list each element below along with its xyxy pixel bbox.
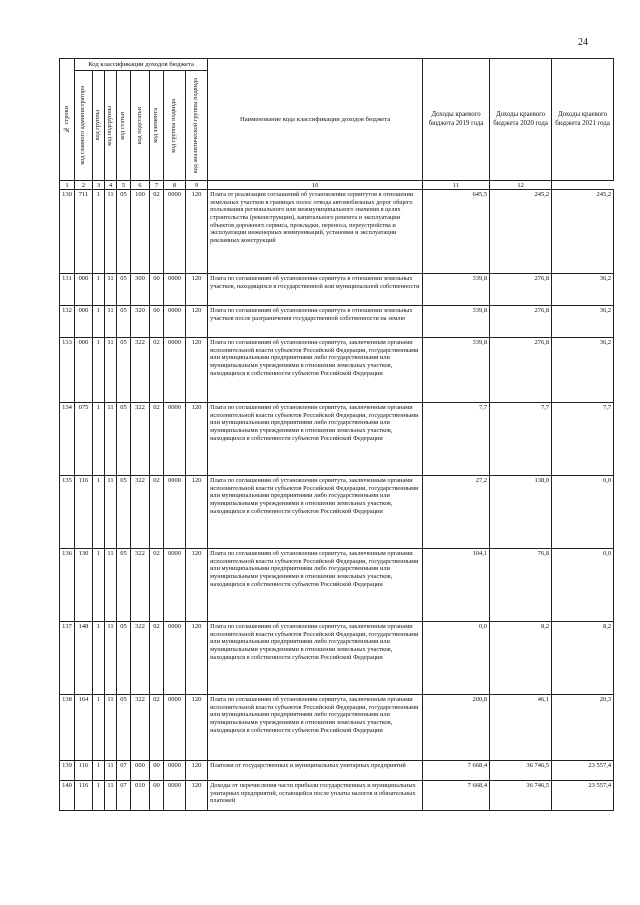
value-2021: 36,2 <box>552 306 614 338</box>
value-2019: 7,7 <box>423 403 490 476</box>
code-cell: 322 <box>131 695 150 761</box>
row-number: 140 <box>60 781 75 811</box>
table-row <box>60 549 614 622</box>
code-cell: 100 <box>131 190 150 274</box>
code-cell: 711 <box>75 190 93 274</box>
code-cell: 075 <box>75 403 93 476</box>
code-cell: 00 <box>150 761 164 781</box>
value-2021: 23 557,4 <box>552 761 614 781</box>
header-code-col: код статьи <box>117 71 131 181</box>
code-cell: 1 <box>93 190 105 274</box>
description-cell: Платежи от государственных и муниципальных унитарных предприятий <box>208 761 423 781</box>
code-cell: 05 <box>117 338 131 403</box>
description-cell: Плата по соглашениям об установлении сервитута в отношении земельных участков, находящихся в государственной или муниципальной собственности <box>208 274 423 306</box>
row-number: 134 <box>60 403 75 476</box>
code-cell: 120 <box>186 622 208 695</box>
header-code-col: код главного администратора <box>75 71 93 181</box>
code-cell: 120 <box>186 695 208 761</box>
code-cell: 0000 <box>164 781 186 811</box>
value-2019: 0,0 <box>423 622 490 695</box>
column-number: 4 <box>105 181 117 190</box>
column-number: 3 <box>93 181 105 190</box>
header-year-2020: Доходы краевого бюджета 2020 года <box>490 59 552 181</box>
code-cell: 11 <box>105 338 117 403</box>
code-cell: 11 <box>105 306 117 338</box>
code-cell: 11 <box>105 403 117 476</box>
code-cell: 11 <box>105 476 117 549</box>
table-row <box>60 403 614 476</box>
value-2020: 36 746,5 <box>490 781 552 811</box>
code-cell: 120 <box>186 274 208 306</box>
value-2021: 36,2 <box>552 274 614 306</box>
code-cell: 05 <box>117 549 131 622</box>
code-cell: 1 <box>93 549 105 622</box>
page-number: 24 <box>578 37 588 48</box>
row-number: 133 <box>60 338 75 403</box>
column-number: 5 <box>117 181 131 190</box>
code-cell: 0000 <box>164 695 186 761</box>
column-number: 11 <box>423 181 490 190</box>
code-cell: 0000 <box>164 761 186 781</box>
code-cell: 1 <box>93 306 105 338</box>
value-2019: 200,8 <box>423 695 490 761</box>
code-cell: 11 <box>105 274 117 306</box>
code-cell: 0000 <box>164 622 186 695</box>
code-cell: 120 <box>186 306 208 338</box>
code-cell: 130 <box>75 549 93 622</box>
code-cell: 000 <box>75 274 93 306</box>
column-number: 9 <box>186 181 208 190</box>
column-number: 8 <box>164 181 186 190</box>
row-number: 138 <box>60 695 75 761</box>
value-2019: 339,8 <box>423 338 490 403</box>
code-cell: 1 <box>93 761 105 781</box>
row-number: 139 <box>60 761 75 781</box>
value-2020: 36 746,5 <box>490 761 552 781</box>
value-2019: 7 668,4 <box>423 781 490 811</box>
value-2020: 138,0 <box>490 476 552 549</box>
description-cell: Плата по соглашениям об установлении сервитута, заключенным органами исполнительной власти субъектов Российской Федерации, государственными или муниципальными предприятиями либо государственными или муниципальными учреждениями в отношении земельных участков, находящихся в собственности субъектов Российской Федерации <box>208 338 423 403</box>
value-2021: 20,3 <box>552 695 614 761</box>
code-cell: 322 <box>131 549 150 622</box>
description-cell: Плата по соглашениям об установлении сервитута, заключенным органами исполнительной власти субъектов Российской Федерации, государственными или муниципальными предприятиями либо государственными или муниципальными учреждениями в отношении земельных участков, находящихся в собственности субъектов Российской Федерации <box>208 549 423 622</box>
code-cell: 00 <box>150 781 164 811</box>
row-number: 135 <box>60 476 75 549</box>
code-cell: 322 <box>131 403 150 476</box>
value-2021: 8,2 <box>552 622 614 695</box>
code-cell: 0000 <box>164 403 186 476</box>
column-number: 2 <box>75 181 93 190</box>
code-cell: 0000 <box>164 338 186 403</box>
code-cell: 0000 <box>164 476 186 549</box>
code-cell: 05 <box>117 695 131 761</box>
value-2020: 7,7 <box>490 403 552 476</box>
row-number: 136 <box>60 549 75 622</box>
code-cell: 322 <box>131 622 150 695</box>
column-number: 10 <box>208 181 423 190</box>
code-cell: 300 <box>131 274 150 306</box>
table-row <box>60 761 614 781</box>
value-2021: 0,0 <box>552 476 614 549</box>
value-2019: 645,5 <box>423 190 490 274</box>
code-cell: 0000 <box>164 190 186 274</box>
code-cell: 07 <box>117 761 131 781</box>
code-cell: 02 <box>150 190 164 274</box>
code-cell: 000 <box>75 338 93 403</box>
header-code-group: Код классификации доходов бюджета <box>75 59 208 71</box>
code-cell: 000 <box>131 761 150 781</box>
value-2019: 339,8 <box>423 274 490 306</box>
code-cell: 05 <box>117 622 131 695</box>
header-code-col: код элемента <box>150 71 164 181</box>
code-cell: 164 <box>75 695 93 761</box>
table-row <box>60 190 614 274</box>
code-cell: 02 <box>150 549 164 622</box>
value-2020: 276,8 <box>490 306 552 338</box>
table-row <box>60 622 614 695</box>
header-year-2019: Доходы краевого бюджета 2019 года <box>423 59 490 181</box>
value-2019: 104,1 <box>423 549 490 622</box>
header-code-col: код группы <box>93 71 105 181</box>
value-2020: 245,2 <box>490 190 552 274</box>
code-cell: 120 <box>186 761 208 781</box>
code-cell: 1 <box>93 781 105 811</box>
code-cell: 11 <box>105 190 117 274</box>
header-code-col: код подстатьи <box>131 71 150 181</box>
code-cell: 02 <box>150 338 164 403</box>
column-number: 12 <box>490 181 552 190</box>
code-cell: 120 <box>186 549 208 622</box>
table-row <box>60 338 614 403</box>
value-2019: 339,8 <box>423 306 490 338</box>
table-row <box>60 274 614 306</box>
code-cell: 0000 <box>164 306 186 338</box>
column-number: 1 <box>60 181 75 190</box>
code-cell: 322 <box>131 476 150 549</box>
code-cell: 11 <box>105 695 117 761</box>
code-cell: 120 <box>186 338 208 403</box>
row-number: 130 <box>60 190 75 274</box>
value-2020: 76,8 <box>490 549 552 622</box>
code-cell: 07 <box>117 781 131 811</box>
code-cell: 11 <box>105 549 117 622</box>
description-cell: Плата по соглашениям об установлении сервитута в отношении земельных участков после разграничения государственной собственности на землю <box>208 306 423 338</box>
value-2020: 46,1 <box>490 695 552 761</box>
value-2020: 276,8 <box>490 274 552 306</box>
code-cell: 322 <box>131 338 150 403</box>
code-cell: 02 <box>150 476 164 549</box>
header-year-2021: Доходы краевого бюджета 2021 года <box>552 59 614 181</box>
code-cell: 05 <box>117 274 131 306</box>
table-row <box>60 695 614 761</box>
column-number: 6 <box>131 181 150 190</box>
code-cell: 11 <box>105 622 117 695</box>
description-cell: Плата по соглашениям об установлении сервитута, заключенным органами исполнительной власти субъектов Российской Федерации, государственными или муниципальными предприятиями либо государственными или муниципальными учреждениями в отношении земельных участков, находящихся в собственности субъектов Российской Федерации <box>208 476 423 549</box>
row-number: 131 <box>60 274 75 306</box>
code-cell: 120 <box>186 403 208 476</box>
value-2019: 27,2 <box>423 476 490 549</box>
code-cell: 116 <box>75 761 93 781</box>
code-cell: 1 <box>93 403 105 476</box>
code-cell: 320 <box>131 306 150 338</box>
code-cell: 00 <box>150 274 164 306</box>
code-cell: 02 <box>150 622 164 695</box>
code-cell: 116 <box>75 476 93 549</box>
table-row <box>60 781 614 811</box>
code-cell: 05 <box>117 306 131 338</box>
code-cell: 120 <box>186 781 208 811</box>
code-cell: 1 <box>93 338 105 403</box>
code-cell: 02 <box>150 695 164 761</box>
code-cell: 0000 <box>164 274 186 306</box>
code-cell: 05 <box>117 190 131 274</box>
description-cell: Плата по соглашениям об установлении сервитута, заключенным органами исполнительной власти субъектов Российской Федерации, государственными или муниципальными предприятиями либо государственными или муниципальными учреждениями в отношении земельных участков, находящихся в собственности субъектов Российской Федерации <box>208 403 423 476</box>
value-2021: 36,2 <box>552 338 614 403</box>
column-number: 7 <box>150 181 164 190</box>
value-2021: 23 557,4 <box>552 781 614 811</box>
header-code-col: код аналитической группы подвида <box>186 71 208 181</box>
header-code-col: код группы подвида <box>164 71 186 181</box>
code-cell: 120 <box>186 190 208 274</box>
description-cell: Доходы от перечисления части прибыли государственных и муниципальных унитарных предприятий, остающейся после уплаты налогов и обязательных платежей <box>208 781 423 811</box>
code-cell: 00 <box>150 306 164 338</box>
table-row <box>60 306 614 338</box>
code-cell: 1 <box>93 476 105 549</box>
code-cell: 1 <box>93 274 105 306</box>
header-name: Наименование кода классификации доходов бюджета <box>208 59 423 181</box>
code-cell: 1 <box>93 622 105 695</box>
value-2020: 8,2 <box>490 622 552 695</box>
code-cell: 11 <box>105 761 117 781</box>
value-2020: 276,8 <box>490 338 552 403</box>
code-cell: 148 <box>75 622 93 695</box>
row-number: 137 <box>60 622 75 695</box>
code-cell: 1 <box>93 695 105 761</box>
code-cell: 010 <box>131 781 150 811</box>
code-cell: 0000 <box>164 549 186 622</box>
description-cell: Плата по соглашениям об установлении сервитута, заключенным органами исполнительной власти субъектов Российской Федерации, государственными или муниципальными предприятиями либо государственными или муниципальными учреждениями в отношении земельных участков, находящихся в собственности субъектов Российской Федерации <box>208 622 423 695</box>
code-cell: 05 <box>117 403 131 476</box>
row-number: 132 <box>60 306 75 338</box>
budget-income-table <box>59 58 614 811</box>
header-row-number: № строки <box>60 59 75 181</box>
code-cell: 000 <box>75 306 93 338</box>
value-2021: 245,2 <box>552 190 614 274</box>
table-row <box>60 476 614 549</box>
value-2021: 7,7 <box>552 403 614 476</box>
code-cell: 05 <box>117 476 131 549</box>
value-2021: 0,0 <box>552 549 614 622</box>
description-cell: Плата от реализации соглашений об установлении сервитутов в отношении земельных участков в границах полос отвода автомобильных дорог общего пользования регионального или межмуниципального значения в целях строительства (реконструкции), капитального ремонта и эксплуатации объектов дорожного сервиса, прокладки, переноса, переустройства и эксплуатации инженерных коммуникаций, установки и эксплуатации рекламных конструкций <box>208 190 423 274</box>
description-cell: Плата по соглашениям об установлении сервитута, заключенным органами исполнительной власти субъектов Российской Федерации, государственными или муниципальными предприятиями либо государственными или муниципальными учреждениями в отношении земельных участков, находящихся в собственности субъектов Российской Федерации <box>208 695 423 761</box>
header-code-col: код подгруппы <box>105 71 117 181</box>
code-cell: 120 <box>186 476 208 549</box>
code-cell: 11 <box>105 781 117 811</box>
value-2019: 7 668,4 <box>423 761 490 781</box>
code-cell: 116 <box>75 781 93 811</box>
code-cell: 02 <box>150 403 164 476</box>
